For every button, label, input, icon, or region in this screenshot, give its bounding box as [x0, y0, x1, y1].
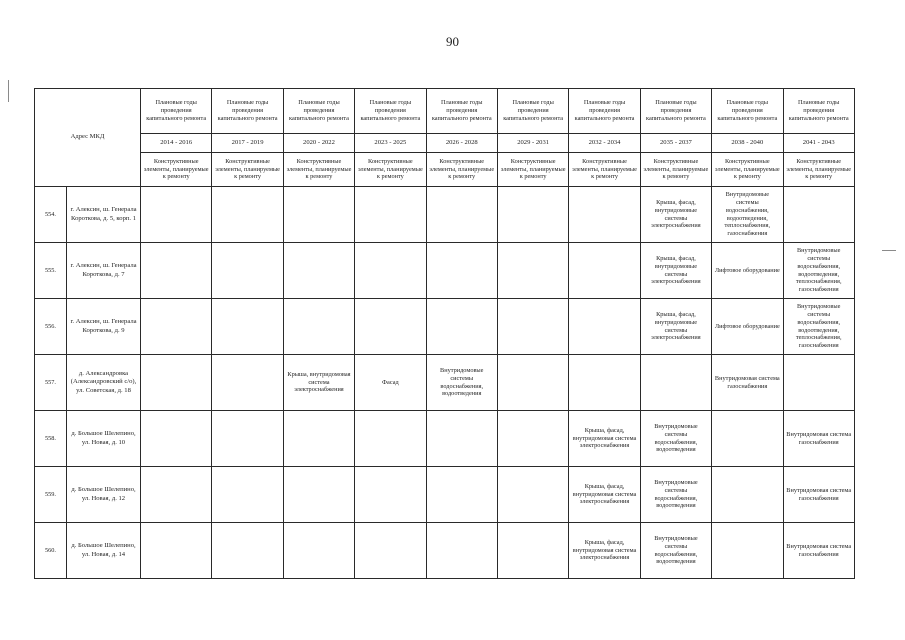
- header-years-row: [35, 134, 855, 153]
- row-number: 556.: [35, 299, 67, 355]
- repair-elements-cell: [355, 299, 426, 355]
- elements-header-cell: Конструктивные элементы, планируемые к ремонту: [712, 153, 783, 187]
- repair-elements-cell: [497, 243, 568, 299]
- repair-elements-cell: [283, 523, 354, 579]
- year-range-cell: 2014 - 2016: [141, 134, 212, 153]
- scan-artifact-right: [882, 250, 896, 251]
- table-row: [35, 523, 855, 579]
- row-address: д. Большое Шелепино, ул. Новая, д. 10: [67, 411, 141, 467]
- repair-elements-cell: [497, 187, 568, 243]
- repair-elements-cell: [355, 467, 426, 523]
- row-address: г. Алексин, ш. Генерала Короткова, д. 5, корп. 1: [67, 187, 141, 243]
- table-row: [35, 355, 855, 411]
- repair-elements-cell: [497, 299, 568, 355]
- repair-elements-cell: Внутридомовая система газоснабжения: [783, 467, 854, 523]
- row-address: д. Большое Шелепино, ул. Новая, д. 12: [67, 467, 141, 523]
- repair-elements-cell: Крыша, внутридомовая система электроснабжения: [283, 355, 354, 411]
- repair-elements-cell: Крыша, фасад, внутридомовые системы электроснабжения: [640, 243, 711, 299]
- year-range-cell: 2020 - 2022: [283, 134, 354, 153]
- repair-elements-cell: [141, 411, 212, 467]
- repair-elements-cell: [141, 467, 212, 523]
- repair-elements-cell: [283, 411, 354, 467]
- period-header-cell: Плановые годы проведения капитального ремонта: [426, 89, 497, 134]
- year-range-cell: 2029 - 2031: [497, 134, 568, 153]
- repair-elements-cell: [426, 411, 497, 467]
- repair-elements-cell: Внутридомовые системы водоснабжения, водоотведения: [640, 523, 711, 579]
- repair-elements-cell: Внутридомовые системы водоснабжения, водоотведения, теплоснабжения, газоснабжения: [783, 299, 854, 355]
- row-address: г. Алексин, ш. Генерала Короткова, д. 9: [67, 299, 141, 355]
- period-header-cell: Плановые годы проведения капитального ремонта: [712, 89, 783, 134]
- repair-elements-cell: [712, 467, 783, 523]
- repair-elements-cell: [783, 187, 854, 243]
- repair-elements-cell: [212, 355, 283, 411]
- row-number: 557.: [35, 355, 67, 411]
- capital-repair-plan-table: [34, 88, 855, 579]
- repair-elements-cell: [212, 467, 283, 523]
- year-range-cell: 2035 - 2037: [640, 134, 711, 153]
- elements-header-cell: Конструктивные элементы, планируемые к ремонту: [640, 153, 711, 187]
- repair-elements-cell: [212, 523, 283, 579]
- period-header-cell: Плановые годы проведения капитального ремонта: [283, 89, 354, 134]
- repair-elements-cell: [426, 299, 497, 355]
- table-row: [35, 243, 855, 299]
- row-address: г. Алексин, ш. Генерала Короткова, д. 7: [67, 243, 141, 299]
- repair-elements-cell: [497, 411, 568, 467]
- row-number: 558.: [35, 411, 67, 467]
- repair-elements-cell: [141, 523, 212, 579]
- repair-elements-cell: Внутридомовые системы водоснабжения, водоотведения: [426, 355, 497, 411]
- year-range-cell: 2023 - 2025: [355, 134, 426, 153]
- repair-elements-cell: Фасад: [355, 355, 426, 411]
- period-header-cell: Плановые годы проведения капитального ремонта: [355, 89, 426, 134]
- repair-elements-cell: Крыша, фасад, внутридомовые системы электроснабжения: [640, 299, 711, 355]
- repair-elements-cell: Крыша, фасад, внутридомовая система электроснабжения: [569, 523, 640, 579]
- repair-elements-cell: [569, 243, 640, 299]
- repair-elements-cell: [569, 187, 640, 243]
- repair-elements-cell: [783, 355, 854, 411]
- repair-elements-cell: [497, 467, 568, 523]
- period-header-cell: Плановые годы проведения капитального ремонта: [141, 89, 212, 134]
- repair-elements-cell: Крыша, фасад, внутридомовые системы электроснабжения: [640, 187, 711, 243]
- repair-elements-cell: Лифтовое оборудование: [712, 299, 783, 355]
- elements-header-cell: Конструктивные элементы, планируемые к ремонту: [212, 153, 283, 187]
- repair-elements-cell: [212, 243, 283, 299]
- table-row: [35, 467, 855, 523]
- elements-header-cell: Конструктивные элементы, планируемые к ремонту: [141, 153, 212, 187]
- row-number: 555.: [35, 243, 67, 299]
- table-row: [35, 411, 855, 467]
- year-range-cell: 2026 - 2028: [426, 134, 497, 153]
- repair-elements-cell: [497, 355, 568, 411]
- repair-elements-cell: [283, 467, 354, 523]
- repair-elements-cell: [141, 355, 212, 411]
- period-header-cell: Плановые годы проведения капитального ремонта: [497, 89, 568, 134]
- header-elements-row: [35, 153, 855, 187]
- repair-elements-cell: Внутридомовая система газоснабжения: [783, 411, 854, 467]
- period-header-cell: Плановые годы проведения капитального ремонта: [783, 89, 854, 134]
- elements-header-cell: Конструктивные элементы, планируемые к ремонту: [283, 153, 354, 187]
- table-row: [35, 299, 855, 355]
- repair-elements-cell: [212, 411, 283, 467]
- row-address: д. Александровка (Александровский с/о), ул. Советская, д. 18: [67, 355, 141, 411]
- repair-elements-cell: Внутридомовые системы водоснабжения, водоотведения, теплоснабжения, газоснабжения: [783, 243, 854, 299]
- repair-elements-cell: Крыша, фасад, внутридомовая система электроснабжения: [569, 411, 640, 467]
- scan-artifact-left: [8, 80, 9, 102]
- period-header-cell: Плановые годы проведения капитального ремонта: [640, 89, 711, 134]
- table-row: [35, 187, 855, 243]
- row-address: д. Большое Шелепино, ул. Новая, д. 14: [67, 523, 141, 579]
- repair-elements-cell: [355, 187, 426, 243]
- year-range-cell: 2041 - 2043: [783, 134, 854, 153]
- repair-elements-cell: Внутридомовая система газоснабжения: [712, 355, 783, 411]
- repair-elements-cell: [283, 243, 354, 299]
- year-range-cell: 2038 - 2040: [712, 134, 783, 153]
- repair-elements-cell: [640, 355, 711, 411]
- repair-elements-cell: [355, 523, 426, 579]
- repair-elements-cell: [426, 523, 497, 579]
- repair-elements-cell: Крыша, фасад, внутридомовая система электроснабжения: [569, 467, 640, 523]
- repair-elements-cell: [712, 523, 783, 579]
- page-number: 90: [446, 34, 459, 49]
- repair-elements-cell: [569, 299, 640, 355]
- row-number: 559.: [35, 467, 67, 523]
- repair-elements-cell: [212, 187, 283, 243]
- period-header-cell: Плановые годы проведения капитального ремонта: [212, 89, 283, 134]
- repair-elements-cell: [355, 243, 426, 299]
- repair-elements-cell: [712, 411, 783, 467]
- table-body: [35, 89, 855, 579]
- period-header-cell: Плановые годы проведения капитального ремонта: [569, 89, 640, 134]
- row-number: 560.: [35, 523, 67, 579]
- repair-elements-cell: [426, 187, 497, 243]
- address-column-header: Адрес МКД: [35, 89, 141, 187]
- repair-elements-cell: [497, 523, 568, 579]
- repair-elements-cell: Внутридомовая система газоснабжения: [783, 523, 854, 579]
- year-range-cell: 2017 - 2019: [212, 134, 283, 153]
- repair-elements-cell: Внутридомовые системы водоснабжения, водоотведения, теплоснабжения, газоснабжения: [712, 187, 783, 243]
- header-period-row: [35, 89, 855, 134]
- repair-elements-cell: [355, 411, 426, 467]
- elements-header-cell: Конструктивные элементы, планируемые к ремонту: [355, 153, 426, 187]
- repair-elements-cell: Внутридомовые системы водоснабжения, водоотведения: [640, 467, 711, 523]
- elements-header-cell: Конструктивные элементы, планируемые к ремонту: [426, 153, 497, 187]
- elements-header-cell: Конструктивные элементы, планируемые к ремонту: [497, 153, 568, 187]
- repair-elements-cell: [426, 243, 497, 299]
- repair-elements-cell: [141, 299, 212, 355]
- repair-elements-cell: [569, 355, 640, 411]
- elements-header-cell: Конструктивные элементы, планируемые к ремонту: [569, 153, 640, 187]
- repair-elements-cell: [283, 187, 354, 243]
- year-range-cell: 2032 - 2034: [569, 134, 640, 153]
- repair-elements-cell: [426, 467, 497, 523]
- elements-header-cell: Конструктивные элементы, планируемые к ремонту: [783, 153, 854, 187]
- repair-elements-cell: [141, 187, 212, 243]
- repair-elements-cell: [212, 299, 283, 355]
- repair-elements-cell: Внутридомовые системы водоснабжения, водоотведения: [640, 411, 711, 467]
- repair-elements-cell: [283, 299, 354, 355]
- row-number: 554.: [35, 187, 67, 243]
- repair-elements-cell: [141, 243, 212, 299]
- repair-elements-cell: Лифтовое оборудование: [712, 243, 783, 299]
